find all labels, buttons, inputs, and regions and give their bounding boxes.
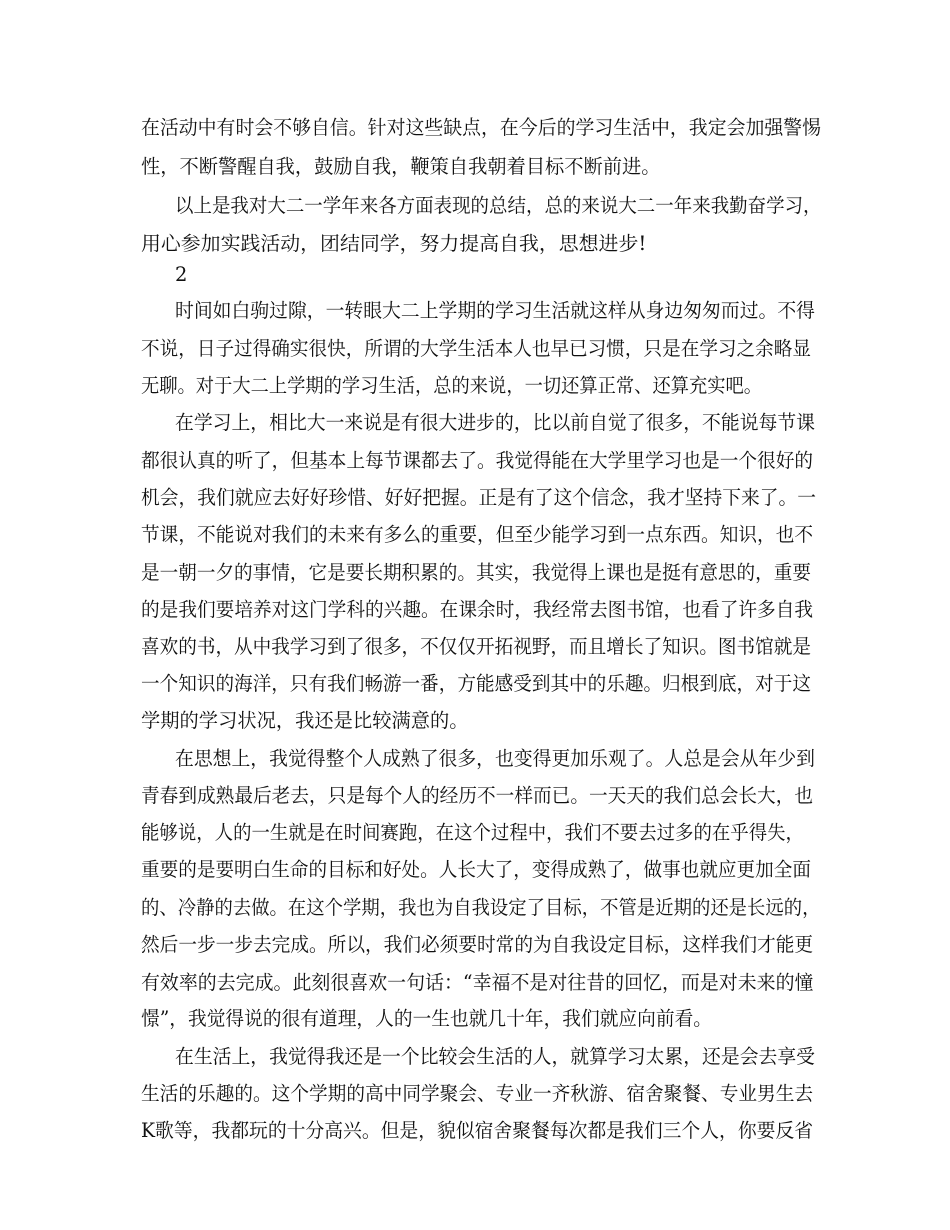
text-line <box>0 1040 950 1074</box>
line-text: 的是我们要培养对这门学科的兴趣。在课余时，我经常去图书馆，也看了许多自我 <box>141 598 814 621</box>
text-line <box>0 630 950 664</box>
text-line <box>0 111 950 145</box>
line-text: 性，不断警醒自我，鼓励自我，鞭策自我朝着目标不断前进。 <box>141 155 661 178</box>
line-text: 用心参加实践活动，团结同学，努力提高自我，思想进步! <box>141 232 647 255</box>
text-line <box>0 518 950 552</box>
text-line <box>0 742 950 776</box>
line-text: 在思想上，我觉得整个人成熟了很多，也变得更加乐观了。人总是会从年少到 <box>175 747 816 770</box>
line-text: 能够说，人的一生就是在时间赛跑，在这个过程中，我们不要去过多的在乎得失， <box>141 821 804 844</box>
line-text: 节课，不能说对我们的未来有多么的重要，但至少能学习到一点东西。知识，也不 <box>141 523 814 546</box>
line-text: 机会，我们就应去好好珍惜、好好把握。正是有了这个信念，我才坚持下来了。一 <box>141 486 816 509</box>
text-line <box>0 556 950 590</box>
text-line <box>0 258 950 292</box>
line-text: 有效率的去完成。此刻很喜欢一句话：“幸福不是对往昔的回忆，而是对未来的憧 <box>141 971 814 994</box>
text-line <box>0 966 950 1000</box>
text-line <box>0 593 950 627</box>
line-text: 学期的学习状况，我还是比较满意的。 <box>141 709 469 732</box>
line-text: 的、冷静的去做。在这个学期，我也为自我设定了目标，不管是近期的还是长远的， <box>141 896 821 919</box>
text-line <box>0 227 950 261</box>
text-line <box>0 928 950 962</box>
line-text: 在生活上，我觉得我还是一个比较会生活的人，就算学习太累，还是会去享受 <box>175 1045 816 1068</box>
text-line <box>0 1077 950 1111</box>
line-text: 无聊。对于大二上学期的学习生活，总的来说，一切还算正常、还算充实吧。 <box>141 374 763 397</box>
line-text: 生活的乐趣的。这个学期的高中同学聚会、专业一齐秋游、宿舍聚餐、专业男生去 <box>141 1082 814 1105</box>
line-text: K歌等，我都玩的十分高兴。但是，貌似宿舍聚餐每次都是我们三个人，你要反省 <box>141 1119 814 1142</box>
line-text: 时间如白驹过隙，一转眼大二上学期的学习生活就这样从身边匆匆而过。不得 <box>175 299 816 322</box>
text-line <box>0 481 950 515</box>
text-line <box>0 189 950 223</box>
section-number: 2 <box>175 263 188 286</box>
text-line <box>0 1002 950 1036</box>
line-text: 然后一步一步去完成。所以，我们必须要时常的为自我设定目标，这样我们才能更 <box>141 933 814 956</box>
line-text: 以上是我对大二一学年来各方面表现的总结，总的来说大二一年来我勤奋学习， <box>175 194 822 217</box>
text-line <box>0 853 950 887</box>
line-text: 憬”，我觉得说的很有道理，人的一生也就几十年，我们就应向前看。 <box>141 1007 713 1030</box>
text-line <box>0 332 950 366</box>
text-line <box>0 406 950 440</box>
text-line <box>0 444 950 478</box>
text-line <box>0 150 950 184</box>
line-text: 不说，日子过得确实很快，所谓的大学生活本人也早已习惯，只是在学习之余略显 <box>141 337 812 360</box>
line-text: 重要的是要明白生命的目标和好处。人长大了，变得成熟了，做事也就应更加全面 <box>141 858 812 881</box>
line-text: 是一朝一夕的事情，它是要长期积累的。其实，我觉得上课也是挺有意思的，重要 <box>141 561 812 584</box>
text-line <box>0 1114 950 1148</box>
line-text: 在活动中有时会不够自信。针对这些缺点，在今后的学习生活中，我定会加强警惕 <box>141 116 822 139</box>
text-line <box>0 816 950 850</box>
line-text: 在学习上，相比大一来说是有很大进步的，比以前自觉了很多，不能说每节课 <box>175 411 816 434</box>
text-line <box>0 369 950 403</box>
text-line <box>0 294 950 328</box>
text-line <box>0 704 950 738</box>
text-line <box>0 779 950 813</box>
line-text: 一个知识的海洋，只有我们畅游一番，方能感受到其中的乐趣。归根到底，对于这 <box>141 672 812 695</box>
line-text: 青春到成熟最后老去，只是每个人的经历不一样而已。一天天的我们总会长大，也 <box>141 784 814 807</box>
line-text: 都很认真的听了，但基本上每节课都去了。我觉得能在大学里学习也是一个很好的 <box>141 449 814 472</box>
line-text: 喜欢的书，从中我学习到了很多，不仅仅开拓视野，而且增长了知识。图书馆就是 <box>141 635 812 658</box>
text-line <box>0 667 950 701</box>
text-line <box>0 891 950 925</box>
